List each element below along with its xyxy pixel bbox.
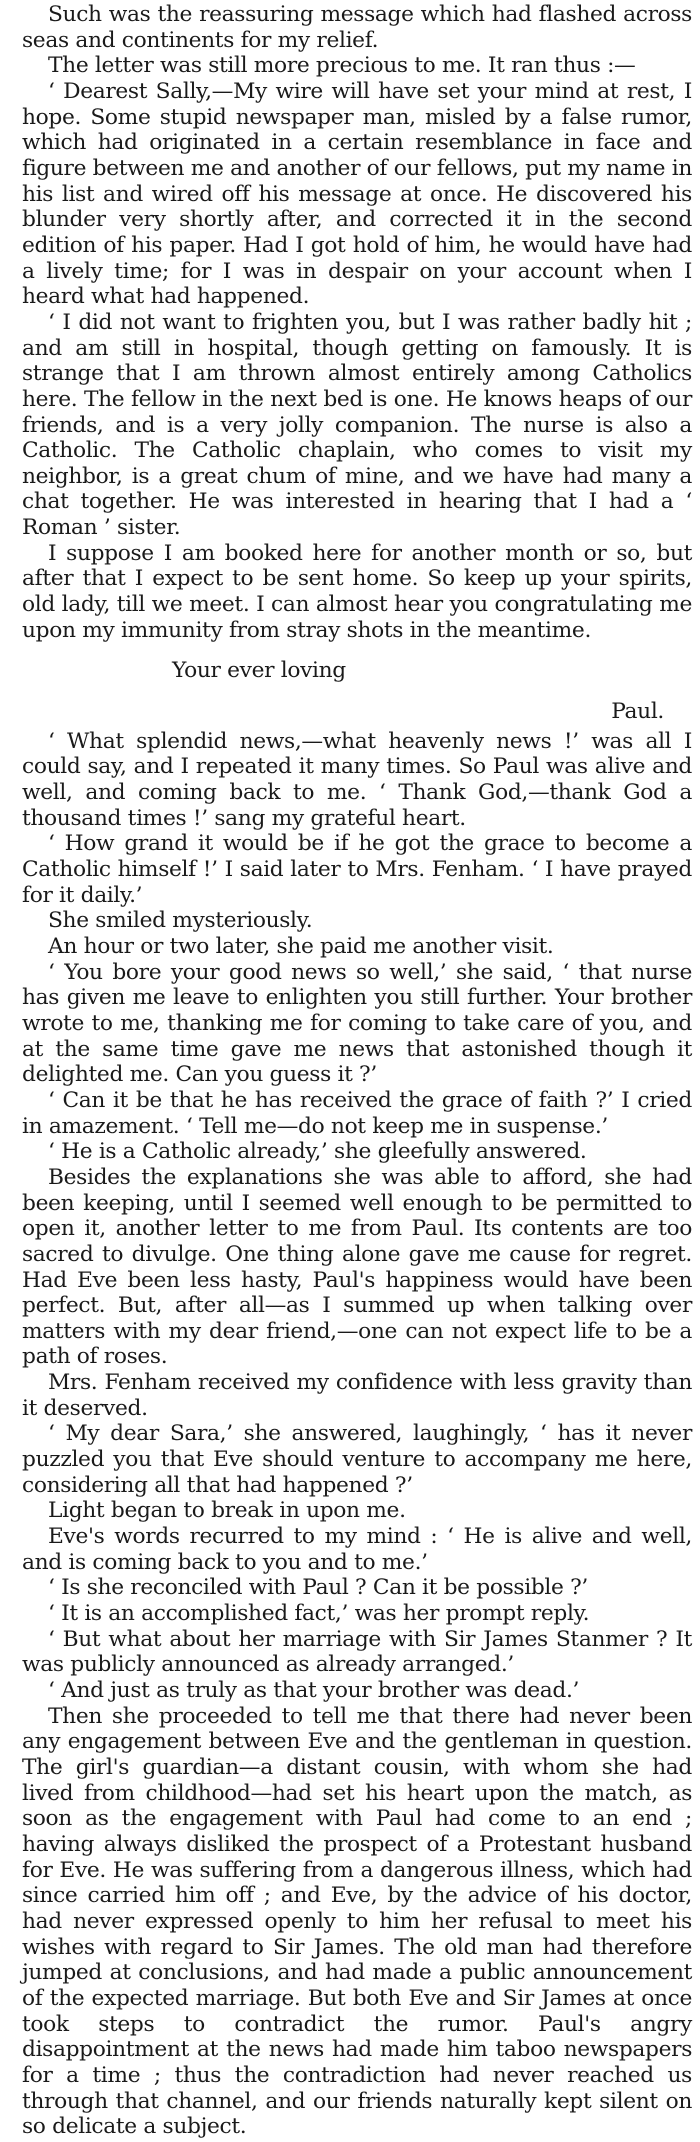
paragraph: Such was the reassuring message which had flashed across seas and continents for my relief. bbox=[22, 2, 692, 53]
letter-paragraph: ‘ I did not want to frighten you, but I was rather badly hit ; and am still in hospital, though getting on famously. It is strange that I am thrown almost entirely among Catholics here. The fellow in the next bed is one. He knows heaps of our friends, and is a very jolly companion. The nurse is also a Catholic. The Catholic chaplain, who comes to visit my neighbor, is a great chum of mine, and we have had many a chat together. He was interested in hearing that I had a ‘ Roman ’ sister. bbox=[22, 309, 692, 541]
paragraph: The letter was still more precious to me. It ran thus :— bbox=[48, 53, 636, 79]
letter-paragraph: ‘ Dearest Sally,—My wire will have set your mind at rest, I hope. Some stupid newspaper man, misled by a false rumor, which had originated in a certain resemblance in face and figure between me and another of our fellows, put my name in his list and wired off his message at once. He discovered his blunder very shortly after, and corrected it in the second edition of his paper. Had I got hold of him, he would have had a lively time; for I was in despair on your account when I heard what had happened. bbox=[22, 78, 692, 310]
paragraph: Mrs. Fenham received my confidence with less gravity than it deserved. bbox=[22, 1370, 692, 1421]
paragraph: Then she proceeded to tell me that there had never been any engagement between Eve and the gentleman in question. The girl's guardian—a distant cousin, with whom she had lived from childhood—had set his heart upon the match, as soon as the engagement with Paul had come to an end ; having always disliked the prospect of a Protestant husband for Eve. He was suffering from a dangerous illness, which had since carried him off ; and Eve, by the advice of his doctor, had never expressed openly to him her refusal to meet his wishes with regard to Sir James. The old man had therefore jumped at conclusions, and had made a public announcement of the expected marriage. But both Eve and Sir James at once took steps to contradict the rumor. Paul's angry disappointment at the news had made him taboo newspapers for a time ; thus the contradiction had never reached us through that channel, and our friends naturally kept silent on so delicate a subject. bbox=[22, 1703, 692, 2140]
letter-signature: Paul. bbox=[611, 699, 664, 725]
paragraph: Light began to break in upon me. bbox=[48, 1498, 406, 1524]
paragraph: Eve's words recurred to my mind : ‘ He is alive and well, and is coming back to you and to me.’ bbox=[22, 1524, 692, 1575]
paragraph: ‘ And just as truly as that your brother was dead.’ bbox=[48, 1678, 580, 1703]
paragraph: An hour or two later, she paid me another visit. bbox=[48, 933, 554, 959]
paragraph: Besides the explanations she was able to afford, she had been keeping, until I seemed well enough to be permitted to open it, another letter to me from Paul. Its contents are too sacred to divulge. One thing alone gave me cause for regret. Had Eve been less hasty, Paul's happiness would have been perfect. But, after all—as I summed up when talking over matters with my dear friend,—one can not expect life to be a path of roses. bbox=[22, 1164, 692, 1370]
letter-paragraph: I suppose I am booked here for another month or so, but after that I expect to be sent home. So keep up your spirits, old lady, till we meet. I can almost hear you congratulating me upon my immunity from stray shots in the meantime. bbox=[22, 540, 692, 643]
paragraph: ‘ My dear Sara,’ she answered, laughingly, ‘ has it never puzzled you that Eve should venture to accompany me here, considering all that had happened ?’ bbox=[22, 1421, 692, 1498]
paragraph: ‘ But what about her marriage with Sir James Stanmer ? It was publicly announced as already arranged.’ bbox=[22, 1626, 692, 1678]
letter-signoff: Your ever loving bbox=[172, 658, 346, 684]
paragraph: ‘ It is an accomplished fact,’ was her prompt reply. bbox=[48, 1601, 590, 1627]
paragraph: ‘ How grand it would be if he got the grace to become a Catholic himself !’ I said later to Mrs. Fenham. ‘ I have prayed for it daily.’ bbox=[22, 831, 692, 908]
paragraph: ‘ He is a Catholic already,’ she gleefully answered. bbox=[48, 1139, 587, 1165]
paragraph: ‘ Is she reconciled with Paul ? Can it be possible ?’ bbox=[48, 1575, 588, 1601]
story-column bbox=[22, 2, 692, 2140]
paragraph: ‘ What splendid news,—what heavenly news !’ was all I could say, and I repeated it many times. So Paul was alive and well, and coming back to me. ‘ Thank God,—thank God a thousand times !’ sang my grateful heart. bbox=[22, 728, 692, 831]
paragraph: She smiled mysteriously. bbox=[48, 908, 313, 934]
paragraph: ‘ Can it be that he has received the grace of faith ?’ I cried in amazement. ‘ Tell me—do not keep me in suspense.’ bbox=[22, 1087, 692, 1139]
paragraph: ‘ You bore your good news so well,’ she said, ‘ that nurse has given me leave to enlighten you still further. Your brother wrote to me, thanking me for coming to take care of you, and at the same time gave me news that astonished though it delighted me. Can you guess it ?’ bbox=[22, 959, 692, 1088]
